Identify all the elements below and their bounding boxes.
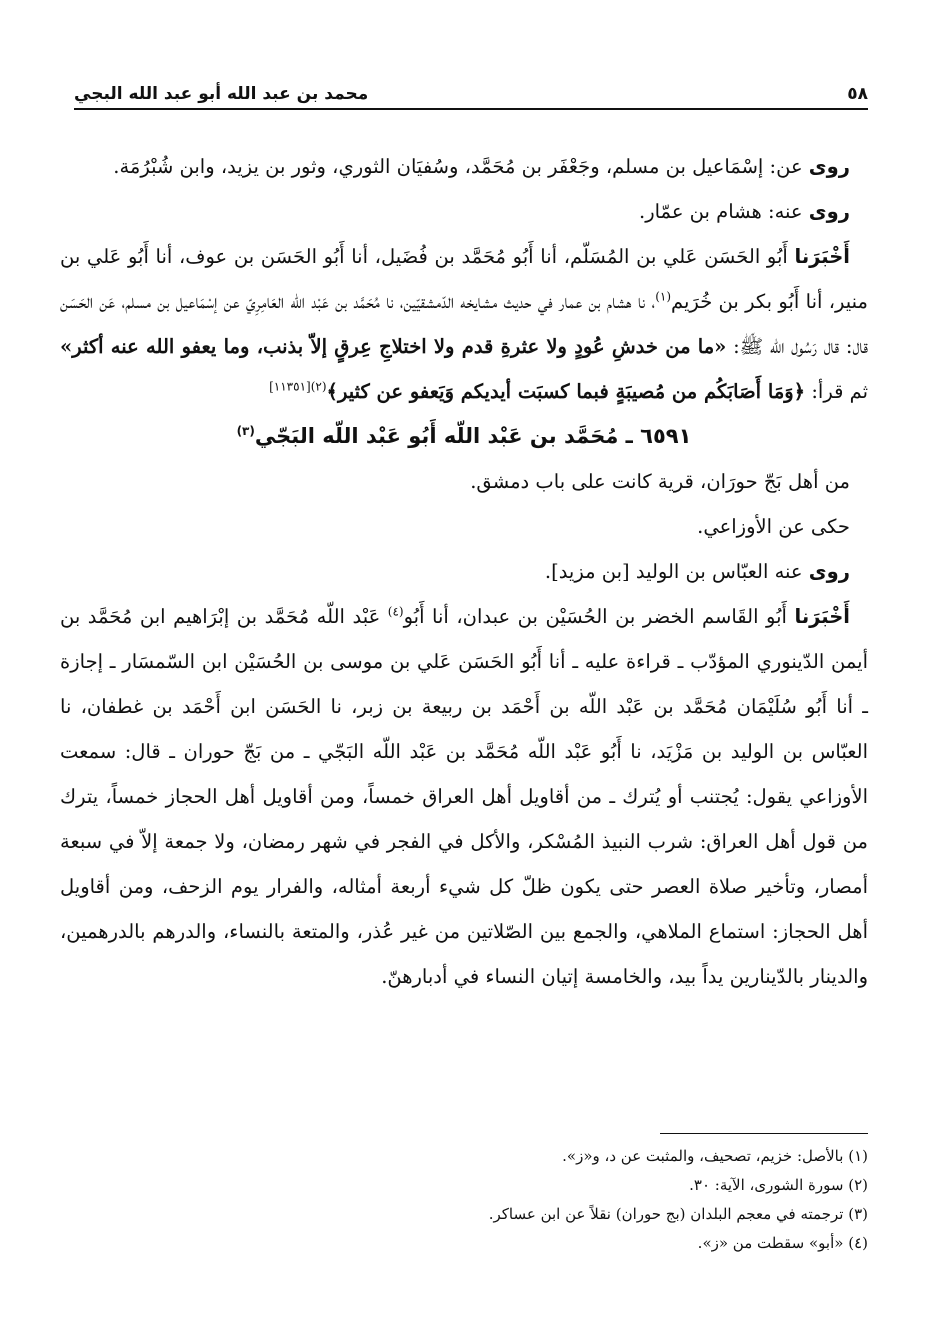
riwaya-text: عن: إسْمَاعيل بن مسلم، وجَعْفَر بن مُحَمَّد، وسُفيَان الثوري، وثور بن يزيد، وابن شُبْرُمَة. <box>113 155 803 178</box>
entry-isnad-paragraph <box>60 594 868 999</box>
footnote-ref-4: (٤) <box>387 604 404 619</box>
entry-isnad-text-1: أَبُو القَاسم الخضر بن الحُسَيْن بن عبدان، أنا أَبُو <box>403 605 787 628</box>
rawa-anhu-paragraph <box>60 189 868 234</box>
footnote-text: سورة الشورى، الآية: ٣٠. <box>689 1176 844 1194</box>
isnad-text-1: أَبُو الحَسَن عَلي بن المُسَلّم، أنا أَبُو مُحَمَّد بن فُضَيل، أنا أَبُو الحَسَن بن عوف، أنا أَبُو عَلي بن منير، أنا أَبُو بكر بن خُرَيم <box>60 245 868 313</box>
rawa-paragraph <box>60 549 868 594</box>
quran-ayah: ﴿وَمَا أَصَابَكُم من مُصيبَةٍ فبما كسبَت أيديكم وَيَعفو عن كثير﴾ <box>326 380 806 403</box>
running-head <box>74 72 868 104</box>
footnote-text: بالأصل: خزيم، تصحيف، والمثبت عن د، و«ز». <box>562 1147 844 1165</box>
entry-number-title: ٦٥٩١ ـ مُحَمَّد بن عَبْد اللّه أَبُو عَبْد اللّه البَجّي <box>254 424 692 448</box>
page-number: ٥٨ <box>847 84 868 104</box>
entry-isnad-text-2: عَبْد اللّه مُحَمَّد بن إبْرَاهيم ابن مُحَمَّد بن أيمن الدّينوري المؤدّب ـ قراءة عليه ـ أنا أَبُو الحَسَن عَلي بن موسى بن الحُسَيْن ابن السّمسَار ـ إجازة ـ أنا أَبُو سُلَيْمَان مُحَمَّد بن عَبْد اللّه بن أَحْمَد بن ربيعة بن زبر، نا الحَسَن ابن أَحْمَد بن غطفان، نا العبّاس بن الوليد بن مَزْيَد، نا أَبُو عَبْد اللّه مُحَمَّد بن عَبْد اللّه البَجّي ـ من بَجّ حوران ـ قال: سمعت الأوزاعي يقول: يُجتنب أو يُترك ـ من أقاويل أهل العراق خمساً، ومن أقاويل أهل الحجاز خمساً، يترك من قول أهل العراق: شرب النبيذ المُسْكر، والأكل في الفجر في شهر رمضان، ولا جمعة إلاّ في سبعة أمصار، وتأخير صلاة العصر حتى يكون ظلّ كل شيء أربعة أمثاله، والفرار يوم الزحف، ومن أقاويل أهل الحجاز: استماع الملاهي، والجمع بين الصّلاتين من غير عُذر، والمتعة بالنساء، والدرهم بالدرهمين، والدينار بالدّينارين يداً بيد، والخامسة إتيان النساء في أدبارهنّ. <box>60 605 868 988</box>
isnad-text-2: ، نا هشام بن عمار في حديث مشايخه الدّمشقيّين، نا مُحَمَّد بن عَبْد اللّه العَامِرِيّ عن إسْمَاعيل بن مسلم، عَن الحَسَن قال: قال رَسُول الله ﷺ: <box>60 290 869 358</box>
haka-paragraph: حكى عن الأوزاعي. <box>697 515 850 538</box>
hadith-text: «ما من خدشِ عُودٍ ولا عثرةِ قدم ولا اختلاجِ عِرقٍ إلاّ بذنب، وما يعفو الله عنه أكثر» <box>60 335 727 358</box>
running-title: محمد بن عبد الله أبو عبد الله البجي <box>74 84 369 104</box>
footnote-text: «أبو» سقطت من «ز». <box>697 1234 844 1252</box>
isnad-paragraph <box>60 234 868 414</box>
akhbarana-keyword: أَخْبَرَنا <box>794 245 850 268</box>
header-rule <box>74 108 868 110</box>
main-text <box>60 144 868 999</box>
footnote-mark: (١) <box>848 1147 868 1165</box>
riwaya-paragraph <box>60 144 868 189</box>
rawa-keyword: روى <box>808 560 850 583</box>
footnote-ref-3: (٣) <box>236 424 255 438</box>
entry-akhbarana-keyword: أَخْبَرَنا <box>794 605 850 628</box>
rawa-text: عنه العبّاس بن الوليد [بن مزيد]. <box>544 560 803 583</box>
footnote <box>60 1200 868 1229</box>
rawa-anhu-keyword: روى <box>808 200 850 223</box>
entry-title <box>60 414 868 459</box>
footnote-text: ترجمته في معجم البلدان (بج حوران) نقلاً عن ابن عساكر. <box>488 1205 844 1223</box>
reference-number: [١١٣٥١] <box>269 379 311 394</box>
footnote-ref-1: (١) <box>655 289 672 304</box>
footnote-rule <box>660 1133 868 1134</box>
footnote <box>60 1229 868 1258</box>
footnote-mark: (٣) <box>848 1205 868 1223</box>
footnote-ref-2: (٢) <box>310 379 327 394</box>
footnote <box>60 1171 868 1200</box>
footnotes <box>60 1142 868 1258</box>
then-read-text: ثم قرأ: <box>811 380 868 403</box>
footnote <box>60 1142 868 1171</box>
origin-paragraph: من أهل بَجّ حورَان، قرية كانت على باب دمشق. <box>470 470 850 493</box>
footnote-mark: (٤) <box>848 1234 868 1252</box>
riwaya-keyword: روى <box>808 155 850 178</box>
footnote-mark: (٢) <box>848 1176 868 1194</box>
rawa-anhu-text: عنه: هشام بن عمّار. <box>639 200 803 223</box>
